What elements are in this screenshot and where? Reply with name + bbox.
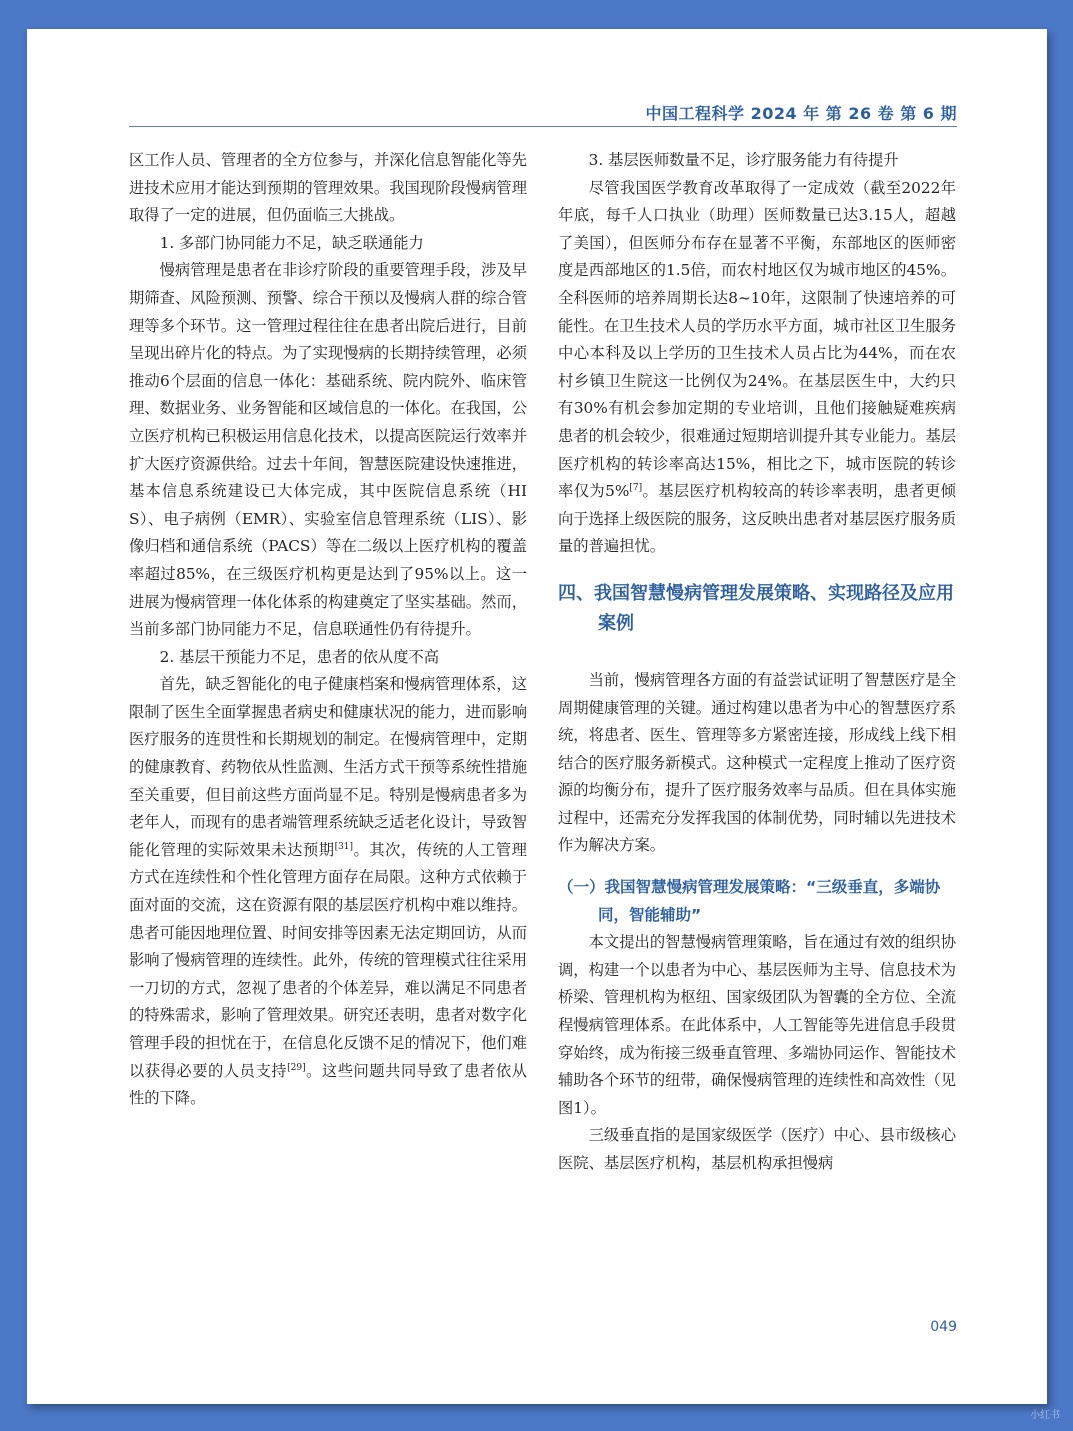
paragraph-intro: 区工作人员、管理者的全方位参与，并深化信息智能化等先进技术应用才能达到预期的管理效果。我国现阶段慢病管理取得了一定的进展，但仍面临三大挑战。 [129, 151, 527, 225]
subsection-title: （一）我国智慧慢病管理发展策略：“三级垂直，多端协同，智能辅助” [558, 878, 941, 924]
paragraph-text: 。其次，传统的人工管理方式在连续性和个性化管理方面存在局限。这种方式依赖于面对面的交流，这在资源有限的基层医疗机构中难以维持。患者可能因地理位置、时间安排等因素无法定期回访，从而影响了慢病管理的连续性。此外，传统的管理模式往往采用一刀切的方式，忽视了患者的个体差异，难以满足不同患者的特殊需求，影响了管理效果。研究还表明，患者对数字化管理手段的担忧在于，在信息化反馈不足的情况下，他们难以获得必要的人员支持 [129, 840, 527, 1080]
left-column [129, 147, 527, 1113]
paragraph-text: 。基层医疗机构较高的转诊率表明，患者更倾向于选择上级医院的服务，这反映出患者对基层医疗服务质量的普遍担忧。 [558, 482, 956, 556]
journal-page [27, 29, 1047, 1404]
section-title: 四、我国智慧慢病管理发展策略、实现路径及应用案例 [558, 582, 954, 634]
citation: [7] [629, 483, 643, 494]
paragraph-text: 。这些问题共同导致了患者依从性的下降。 [129, 1061, 527, 1108]
paragraph-text: 尽管我国医学教育改革取得了一定成效（截至2022年年底，每千人口执业（助理）医师数量已达3.15人，超越了美国），但医师分布存在显著不平衡，东部地区的医师密度是西部地区的1.5倍，而农村地区仅为城市地区的45%。全科医师的培养周期长达8~10年，这限制了快速培养的可能性。在卫生技术人员的学历水平方面，城市社区卫生服务中心本科及以上学历的卫生技术人员占比为44%，而在农村乡镇卫生院这一比例仅为24%。在基层医生中，大约只有30%有机会参加定期的专业培训，且他们接触疑难疾病患者的机会较少，很难通过短期培训提升其专业能力。基层医疗机构的转诊率高达15%，相比之下，城市医院的转诊率仅为5% [558, 178, 956, 501]
citation: [29] [287, 1062, 306, 1073]
paragraph-challenge-1: 慢病管理是患者在非诊疗阶段的重要管理手段，涉及早期筛查、风险预测、预警、综合干预以及慢病人群的综合管理等多个环节。这一管理过程往往在患者出院后进行，目前呈现出碎片化的特点。为了实现慢病的长期持续管理，必须推动6个层面的信息一体化：基础系统、院内院外、临床管理、数据业务、业务智能和区域信息的一体化。在我国，公立医疗机构已积极运用信息化技术，以提高医院运行效率并扩大医疗资源供给。过去十年间，智慧医院建设快速推进，基本信息系统建设已大体完成，其中医院信息系统（HIS）、电子病例（EMR）、实验室信息管理系统（LIS）、影像归档和通信系统（PACS）等在二级以上医疗机构的覆盖率超过85%，在三级医疗机构更是达到了95%以上。这一进展为慢病管理一体化体系的构建奠定了坚实基础。然而，当前多部门协同能力不足，信息联通性仍有待提升。 [129, 261, 527, 639]
watermark: 小红书 [1030, 1410, 1060, 1421]
citation: [31] [334, 841, 354, 852]
heading-challenge-1: 1. 多部门协同能力不足，缺乏联通能力 [159, 233, 424, 252]
paragraph-three-level: 三级垂直指的是国家级医学（医疗）中心、县市级核心医院、基层医疗机构，基层机构承担慢病 [558, 1126, 956, 1172]
paragraph-strategy: 本文提出的智慧慢病管理策略，旨在通过有效的组织协调，构建一个以患者为中心、基层医师为主导、信息技术为桥梁、管理机构为枢纽、国家级团队为智囊的全方位、全流程慢病管理体系。在此体系中，人工智能等先进信息手段贯穿始终，成为衔接三级垂直管理、多端协同运作、智能技术辅助各个环节的纽带，确保慢病管理的连续性和高效性（见图1）。 [558, 933, 956, 1117]
header-rule [129, 126, 957, 127]
heading-challenge-3: 3. 基层医师数量不足，诊疗服务能力有待提升 [588, 151, 899, 169]
right-column [558, 147, 956, 1178]
paragraph-text: 首先，缺乏智能化的电子健康档案和慢病管理体系，这限制了医生全面掌握患者病史和健康状况的能力，进而影响医疗服务的连贯性和长期规划的制定。在慢病管理中，定期的健康教育、药物依从性监测、生活方式干预等系统性措施至关重要，但目前这些方面尚显不足。特别是慢病患者多为老年人，而现有的患者端管理系统缺乏适老化设计，导致智能化管理的实际效果未达预期 [129, 675, 527, 859]
paragraph-section-4: 当前，慢病管理各方面的有益尝试证明了智慧医疗是全周期健康管理的关键。通过构建以患者为中心的智慧医疗系统，将患者、医生、管理等多方紧密连接，形成线上线下相结合的医疗服务新模式。这种模式一定程度上推动了医疗资源的均衡分布，提升了医疗服务效率与品质。但在具体实施过程中，还需充分发挥我国的体制优势，同时辅以先进技术作为解决方案。 [558, 670, 956, 855]
page-number: 049 [930, 1319, 957, 1335]
paragraph-challenge-3 [558, 175, 956, 561]
running-head: 中国工程科学 2024 年 第 26 卷 第 6 期 [645, 104, 957, 123]
heading-challenge-2: 2. 基层干预能力不足，患者的依从度不高 [159, 647, 440, 666]
paragraph-challenge-2 [129, 671, 527, 1113]
